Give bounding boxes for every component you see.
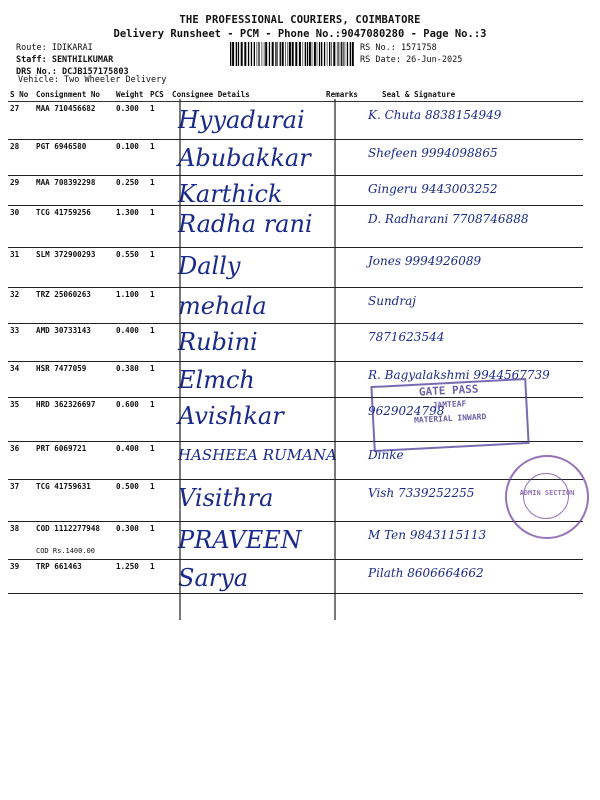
gate-pass-stamp	[370, 378, 529, 452]
row-sno-text: 37	[10, 482, 20, 491]
row-consignment-text: PRT 6069721	[36, 444, 87, 453]
row-consignment-text: PGT 6946580	[36, 142, 87, 151]
consignee-handwritten-name: Avishkar	[178, 402, 284, 430]
consignee-handwritten-name: Hyyadurai	[178, 106, 305, 134]
row-sno-text: 28	[10, 142, 20, 151]
row-consignment-text: MAA 710456682	[36, 104, 96, 113]
stamp-line-2: JAMTEAF	[432, 399, 467, 410]
rs-number: RS No.: 1571758	[360, 43, 437, 53]
row-sno-text: 29	[10, 178, 20, 187]
row-weight-text: 0.100	[116, 142, 139, 151]
row-pcs-text: 1	[150, 524, 155, 533]
row-consignment-text: MAA 708392298	[36, 178, 96, 187]
consignee-handwritten-name: PRAVEEN	[178, 526, 302, 554]
row-pcs-text: 1	[150, 250, 155, 259]
row-pcs-text: 1	[150, 104, 155, 113]
row-pcs-text: 1	[150, 178, 155, 187]
company-title: THE PROFESSIONAL COURIERS, COIMBATORE	[179, 14, 421, 26]
row-sno-text: 30	[10, 208, 20, 217]
header-seal: Seal & Signature	[362, 88, 583, 102]
signature-handwritten: Sundraj	[368, 294, 416, 308]
row-pcs-text: 1	[150, 400, 155, 409]
row-consignment-text: AMD 30733143	[36, 326, 91, 335]
round-seal	[505, 455, 589, 539]
header-sno: S No	[8, 88, 34, 102]
consignee-handwritten-name: Elmch	[178, 366, 255, 394]
signature-handwritten: 7871623544	[368, 330, 445, 344]
row-weight-text: 1.250	[116, 562, 139, 571]
row-pcs-text: 1	[150, 364, 155, 373]
consignee-handwritten-name: Radha rani	[178, 210, 313, 238]
header-weight: Weight	[114, 88, 148, 102]
row-weight-text: 0.400	[116, 326, 139, 335]
signature-handwritten: Vish 7339252255	[368, 486, 475, 500]
cod-amount: COD Rs.1400.00	[36, 547, 96, 555]
row-consignment-text: TCG 41759631	[36, 482, 91, 491]
row-pcs-text: 1	[150, 290, 155, 299]
row-consignment-text: HSR 7477059	[36, 364, 87, 373]
row-pcs-text: 1	[150, 142, 155, 151]
row-sno-text: 33	[10, 326, 20, 335]
row-sno-text: 31	[10, 250, 20, 259]
signature-handwritten: Gingeru 9443003252	[368, 182, 498, 196]
signature-handwritten: Dinke	[368, 448, 404, 462]
signature-handwritten: K. Chuta 8838154949	[368, 108, 502, 122]
consignee-handwritten-name: Sarya	[178, 564, 249, 592]
row-consignment-text: SLM 372900293	[36, 250, 96, 259]
row-pcs-text: 1	[150, 326, 155, 335]
signature-handwritten: 9629024798	[368, 404, 445, 418]
row-sno-text: 39	[10, 562, 20, 571]
header-pcs: PCS	[148, 88, 170, 102]
row-weight-text: 0.550	[116, 250, 139, 259]
row-pcs-text: 1	[150, 562, 155, 571]
row-sno-text: 38	[10, 524, 20, 533]
row-consignment-text: TRZ 25060263	[36, 290, 91, 299]
row-weight-text: 0.380	[116, 364, 139, 373]
signature-handwritten: D. Radharani 7708746888	[368, 212, 529, 226]
row-consignment-text: COD 1112277948	[36, 524, 101, 533]
row-sno-text: 36	[10, 444, 20, 453]
row-pcs-text: 1	[150, 482, 155, 491]
row-weight-text: 0.500	[116, 482, 139, 491]
row-sno-text: 34	[10, 364, 20, 373]
consignee-handwritten-name: Abubakkar	[178, 144, 311, 172]
consignee-handwritten-name: mehala	[178, 292, 267, 320]
signature-handwritten: Shefeen 9994098865	[368, 146, 498, 160]
header-remarks: Remarks	[324, 88, 362, 102]
drs-text: DRS No.: DCJB157175803	[16, 67, 129, 77]
row-weight-text: 0.400	[116, 444, 139, 453]
signature-handwritten: R. Bagyalakshmi 9944567739	[368, 368, 550, 382]
row-sno-text: 27	[10, 104, 20, 113]
row-weight-text: 0.300	[116, 104, 139, 113]
row-pcs-text: 1	[150, 208, 155, 217]
row-consignment-text: TCG 41759256	[36, 208, 91, 217]
vehicle-text: Vehicle: Two Wheeler Delivery	[18, 75, 167, 85]
row-consignment-text: HRD 362326697	[36, 400, 96, 409]
consignee-handwritten-name: Dally	[178, 252, 241, 280]
route-text: Route: IDIKARAI	[16, 43, 93, 53]
row-weight-text: 1.100	[116, 290, 139, 299]
row-weight-text: 1.300	[116, 208, 139, 217]
row-consignment-text: TRP 661463	[36, 562, 82, 571]
stamp-line-3: MATERIAL INWARD	[413, 412, 487, 425]
consignee-handwritten-name: Visithra	[178, 484, 274, 512]
stamp-line-1: GATE PASS	[418, 382, 479, 399]
signature-handwritten: Pilath 8606664662	[368, 566, 484, 580]
row-sno-text: 32	[10, 290, 20, 299]
row-weight-text: 0.600	[116, 400, 139, 409]
header-consignee: Consignee Details	[170, 88, 324, 102]
rs-date: RS Date: 26-Jun-2025	[360, 55, 463, 65]
consignee-handwritten-name: Karthick	[178, 180, 283, 208]
signature-handwritten: M Ten 9843115113	[368, 528, 487, 542]
row-pcs-text: 1	[150, 444, 155, 453]
row-weight-text: 0.250	[116, 178, 139, 187]
header-consignment: Consignment No	[34, 88, 114, 102]
staff-text: Staff: SENTHILKUMAR	[16, 55, 114, 65]
signature-handwritten: Jones 9994926089	[368, 254, 482, 268]
consignee-handwritten-name: HASHEEA RUMANA	[178, 446, 337, 464]
row-sno-text: 35	[10, 400, 20, 409]
row-weight-text: 0.300	[116, 524, 139, 533]
round-seal-text: ADMIN SECTION	[519, 489, 575, 497]
consignee-handwritten-name: Rubini	[178, 328, 258, 356]
runsheet-title: Delivery Runsheet - PCM - Phone No.:9047080280 - Page No.:3	[113, 28, 487, 40]
